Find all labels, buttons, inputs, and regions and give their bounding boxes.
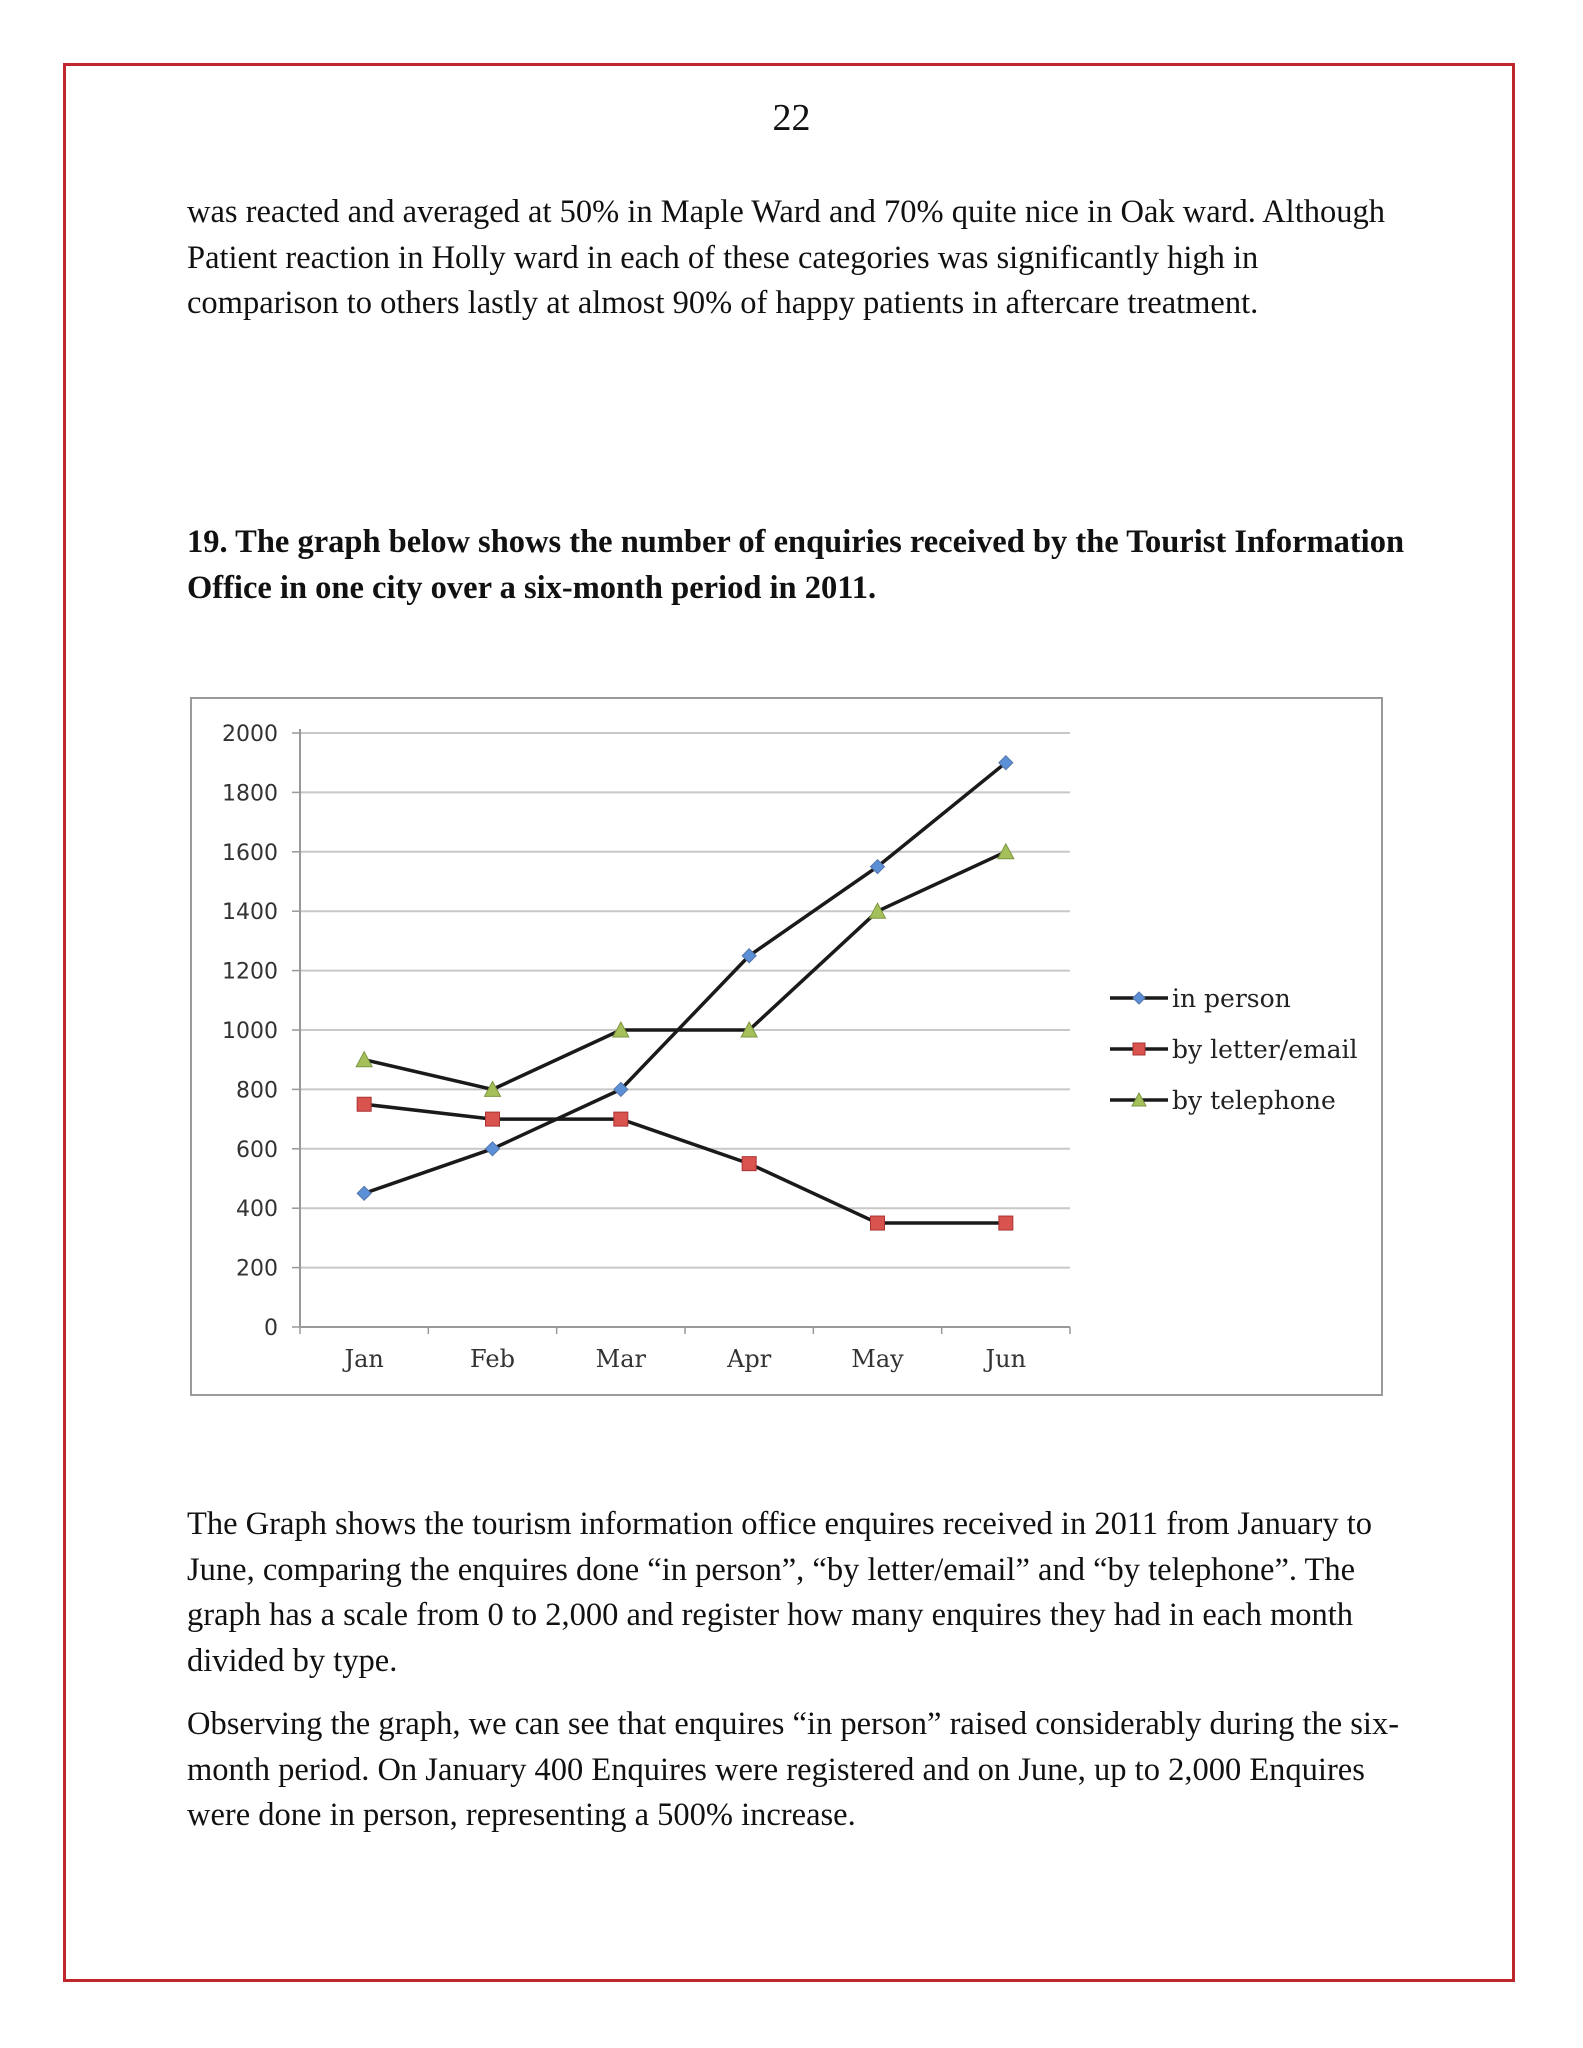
legend-label-by-telephone: by telephone [1172,1086,1336,1115]
x-label-mar: Mar [595,1345,647,1373]
x-label-jun: Jun [985,1345,1027,1373]
x-label-apr: Apr [727,1345,772,1373]
question-heading: 19. The graph below shows the number of enquiries received by the Tourist Information Office in one city over a six-month period in 2011. [187,524,1405,606]
legend-marker-by-letter-email [1133,1043,1145,1055]
point-in-person-jan [357,1186,371,1200]
point-by-letter-email-jan [357,1097,371,1111]
x-label-may: May [851,1345,904,1373]
point-by-letter-email-mar [614,1112,628,1126]
point-by-letter-email-may [871,1216,885,1230]
y-tick-label-1000: 1000 [222,1019,278,1044]
legend-label-by-letter-email: by letter/email [1172,1035,1358,1064]
legend-label-in-person: in person [1172,984,1291,1013]
y-tick-label-200: 200 [236,1256,278,1282]
point-by-letter-email-apr [742,1157,756,1171]
y-tick-label-1600: 1600 [222,840,278,866]
series-line-in-person [364,763,1006,1194]
y-tick-label-1200: 1200 [222,959,278,985]
intro-paragraph: was reacted and averaged at 50% in Maple Ward and 70% quite nice in Oak ward. Although Patient reaction in Holly ward in each of these categories was significantly high in comparison to others lastly at almost 90% of happy patients in aftercare treatment. [187,194,1385,321]
y-tick-label-600: 600 [236,1137,278,1163]
x-label-jan: Jan [344,1345,384,1373]
line-chart [190,697,1383,1396]
y-tick-label-800: 800 [236,1078,278,1104]
x-label-feb: Feb [470,1345,515,1373]
y-tick-label-0: 0 [264,1316,278,1341]
analysis-paragraph-1: The Graph shows the tourism information office enquires received in 2011 from January to June, comparing the enquires done “in person”, “by letter/email” and “by telephone”. The graph has a scale from 0 to 2,000 and register how many enquires they had in each month divided by type. [187,1506,1373,1679]
legend-marker-in-person [1133,992,1145,1004]
point-by-letter-email-jun [999,1216,1013,1230]
y-tick-label-2000: 2000 [222,722,278,747]
page-number: 22 [772,97,811,139]
y-tick-label-1800: 1800 [222,781,278,807]
point-by-letter-email-feb [486,1112,500,1126]
chart-svg [192,699,1381,1394]
point-in-person-feb [486,1142,500,1156]
series-line-by-letter-email [364,1104,1006,1223]
analysis-paragraph-2: Observing the graph, we can see that enquires “in person” raised considerably during the six-month period. On January 400 Enquires were registered and on June, up to 2,000 Enquires were done in person, representing a 500% increase. [187,1706,1400,1833]
y-tick-label-400: 400 [236,1197,278,1223]
y-tick-label-1400: 1400 [222,900,278,926]
